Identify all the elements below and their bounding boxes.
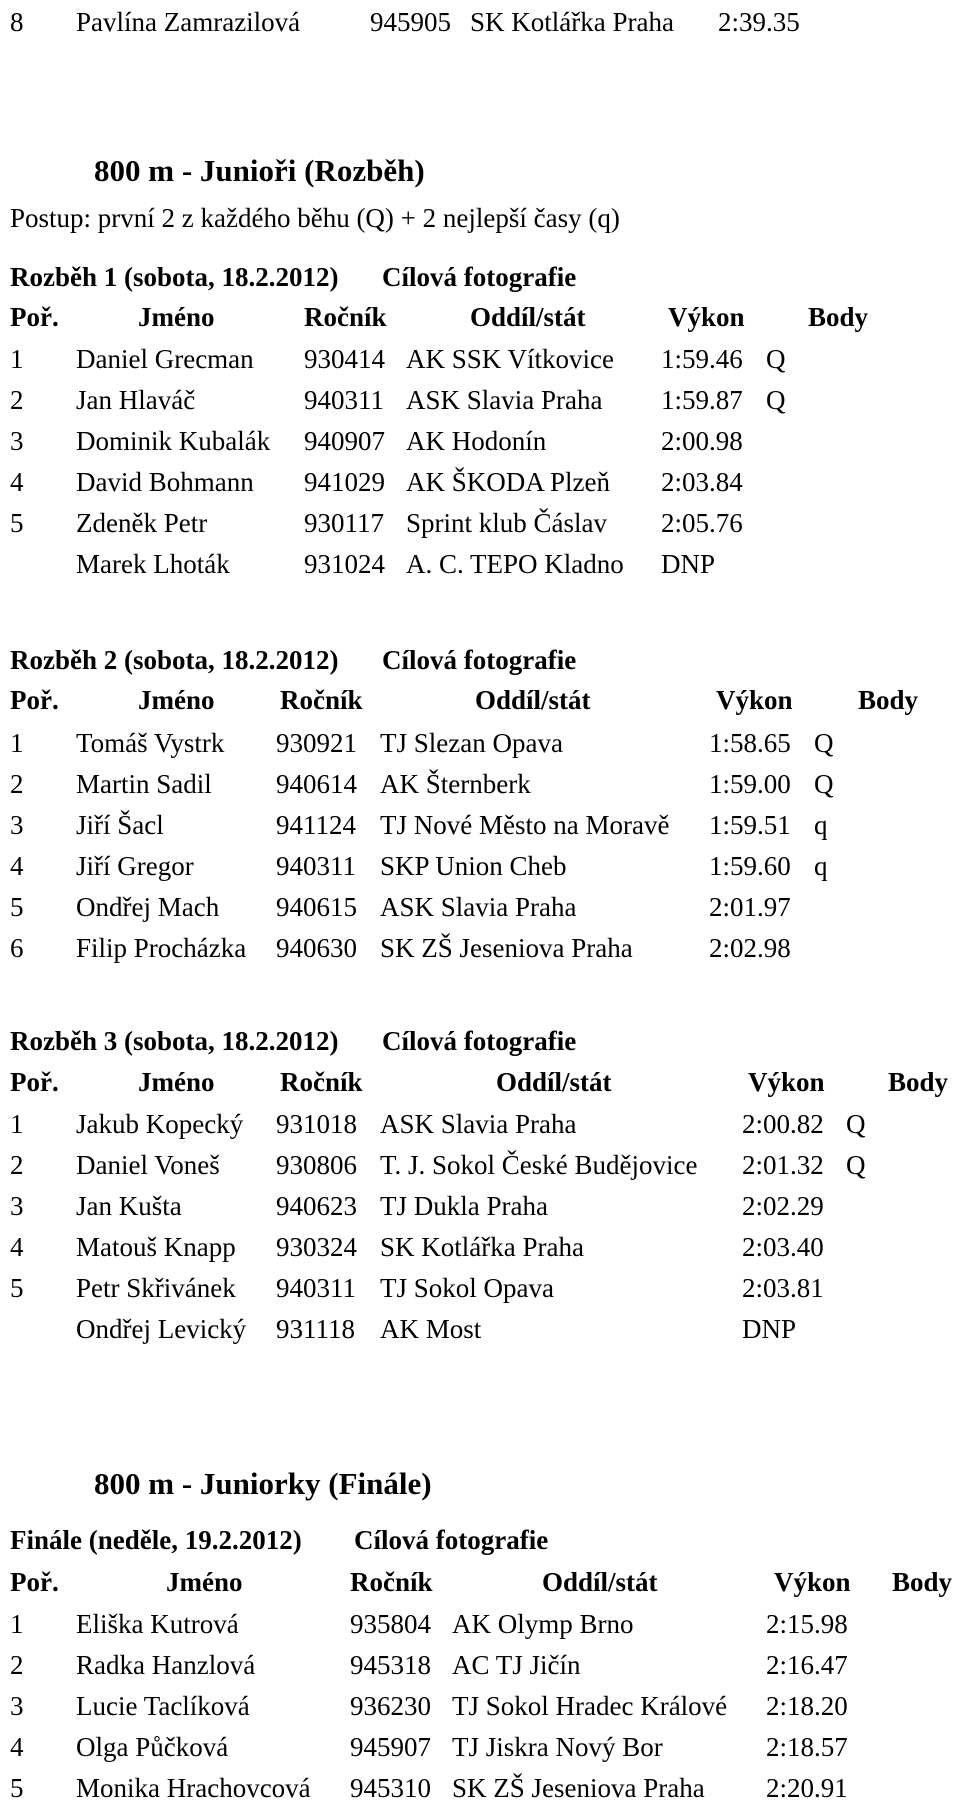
- club-cell: AK Olymp Brno: [452, 1609, 634, 1639]
- club-cell: TJ Sokol Hradec Králové: [452, 1691, 728, 1721]
- section-title: 800 m - Juniorky (Finále): [94, 1466, 432, 1501]
- header-name: Jméno: [166, 1567, 243, 1597]
- year-cell: 945310: [350, 1773, 431, 1803]
- header-time: Výkon: [774, 1567, 851, 1597]
- year-cell: 940311: [276, 851, 356, 881]
- header-club: Oddíl/stát: [470, 302, 586, 332]
- name-cell: Daniel Grecman: [76, 344, 254, 374]
- name-cell: Jiří Šacl: [76, 810, 164, 840]
- position-cell: 4: [10, 1732, 24, 1762]
- time-cell: 2:01.97: [709, 892, 791, 922]
- position-cell: 4: [10, 1232, 24, 1262]
- name-cell: Ondřej Mach: [76, 892, 220, 922]
- header-year: Ročník: [280, 685, 363, 715]
- header-pos: Poř.: [10, 1067, 59, 1097]
- photo-finish-label: Cílová fotografie: [382, 1026, 577, 1056]
- year-cell: 940614: [276, 769, 357, 799]
- qualifier-cell: Q: [814, 769, 834, 799]
- name-cell: Ondřej Levický: [76, 1314, 247, 1344]
- qualifier-cell: Q: [766, 344, 786, 374]
- position-cell: 3: [10, 1691, 24, 1721]
- header-points: Body: [892, 1567, 953, 1597]
- header-points: Body: [808, 302, 869, 332]
- time-cell: 2:01.32: [742, 1150, 824, 1180]
- year-cell: 940615: [276, 892, 357, 922]
- name-cell: Pavlína Zamrazilová: [76, 7, 301, 37]
- time-cell: 2:20.91: [766, 1773, 848, 1803]
- name-cell: Jakub Kopecký: [76, 1109, 244, 1139]
- year-cell: 941124: [276, 810, 356, 840]
- year-cell: 940907: [304, 426, 385, 456]
- time-cell: 2:18.57: [766, 1732, 848, 1762]
- club-cell: AK SSK Vítkovice: [406, 344, 615, 374]
- time-cell: 2:39.35: [718, 7, 800, 37]
- name-cell: Dominik Kubalák: [76, 426, 271, 456]
- qualification-note: Postup: první 2 z každého běhu (Q) + 2 nejlepší časy (q): [10, 203, 620, 233]
- name-cell: Eliška Kutrová: [76, 1609, 239, 1639]
- club-cell: SK ZŠ Jeseniova Praha: [380, 933, 633, 963]
- position-cell: 4: [10, 467, 24, 497]
- heat-title: Rozběh 2 (sobota, 18.2.2012): [10, 645, 339, 675]
- name-cell: Martin Sadil: [76, 769, 212, 799]
- time-cell: 2:00.98: [661, 426, 743, 456]
- name-cell: Jiří Gregor: [76, 851, 194, 881]
- time-cell: 2:02.29: [742, 1191, 824, 1221]
- header-year: Ročník: [304, 302, 387, 332]
- header-time: Výkon: [748, 1067, 825, 1097]
- year-cell: 930117: [304, 508, 384, 538]
- club-cell: AK Most: [380, 1314, 482, 1344]
- club-cell: ASK Slavia Praha: [380, 892, 577, 922]
- year-cell: 945318: [350, 1650, 431, 1680]
- position-cell: 1: [10, 1109, 24, 1139]
- name-cell: Jan Hlaváč: [76, 385, 196, 415]
- header-name: Jméno: [138, 1067, 215, 1097]
- name-cell: Radka Hanzlová: [76, 1650, 256, 1680]
- name-cell: Marek Lhoták: [76, 549, 230, 579]
- year-cell: 936230: [350, 1691, 431, 1721]
- name-cell: Zdeněk Petr: [76, 508, 208, 538]
- header-club: Oddíl/stát: [475, 685, 591, 715]
- time-cell: 2:15.98: [766, 1609, 848, 1639]
- position-cell: 3: [10, 810, 24, 840]
- position-cell: 1: [10, 728, 24, 758]
- position-cell: 2: [10, 1650, 24, 1680]
- position-cell: 1: [10, 1609, 24, 1639]
- year-cell: 931018: [276, 1109, 357, 1139]
- year-cell: 931024: [304, 549, 385, 579]
- time-cell: 2:05.76: [661, 508, 743, 538]
- header-club: Oddíl/stát: [542, 1567, 658, 1597]
- header-year: Ročník: [280, 1067, 363, 1097]
- header-time: Výkon: [716, 685, 793, 715]
- position-cell: 8: [10, 7, 24, 37]
- position-cell: 5: [10, 508, 24, 538]
- position-cell: 5: [10, 1273, 24, 1303]
- time-cell: 1:59.00: [709, 769, 791, 799]
- position-cell: 2: [10, 385, 24, 415]
- year-cell: 945905: [370, 7, 451, 37]
- club-cell: TJ Nové Město na Moravě: [380, 810, 670, 840]
- club-cell: T. J. Sokol České Budějovice: [380, 1150, 698, 1180]
- club-cell: TJ Slezan Opava: [380, 728, 563, 758]
- header-time: Výkon: [668, 302, 745, 332]
- position-cell: 3: [10, 1191, 24, 1221]
- name-cell: Jan Kušta: [76, 1191, 182, 1221]
- qualifier-cell: Q: [766, 385, 786, 415]
- time-cell: 1:59.51: [709, 810, 791, 840]
- time-cell: 2:03.40: [742, 1232, 824, 1262]
- position-cell: 5: [10, 892, 24, 922]
- club-cell: ASK Slavia Praha: [406, 385, 603, 415]
- time-cell: 2:16.47: [766, 1650, 848, 1680]
- year-cell: 931118: [276, 1314, 355, 1344]
- header-club: Oddíl/stát: [496, 1067, 612, 1097]
- year-cell: 935804: [350, 1609, 431, 1639]
- name-cell: Daniel Voneš: [76, 1150, 220, 1180]
- year-cell: 930414: [304, 344, 385, 374]
- heat-title: Rozběh 3 (sobota, 18.2.2012): [10, 1026, 339, 1056]
- club-cell: TJ Dukla Praha: [380, 1191, 548, 1221]
- position-cell: 1: [10, 344, 24, 374]
- header-pos: Poř.: [10, 1567, 59, 1597]
- club-cell: SK Kotlářka Praha: [470, 7, 674, 37]
- name-cell: Tomáš Vystrk: [76, 728, 225, 758]
- position-cell: 6: [10, 933, 24, 963]
- time-cell: 2:00.82: [742, 1109, 824, 1139]
- header-points: Body: [888, 1067, 949, 1097]
- year-cell: 940311: [304, 385, 384, 415]
- header-pos: Poř.: [10, 302, 59, 332]
- time-cell: 2:03.84: [661, 467, 743, 497]
- section-title: 800 m - Junioři (Rozběh): [94, 153, 425, 188]
- qualifier-cell: Q: [814, 728, 834, 758]
- club-cell: AC TJ Jičín: [452, 1650, 581, 1680]
- club-cell: SK ZŠ Jeseniova Praha: [452, 1773, 705, 1803]
- photo-finish-label: Cílová fotografie: [382, 645, 577, 675]
- club-cell: TJ Sokol Opava: [380, 1273, 554, 1303]
- header-points: Body: [858, 685, 919, 715]
- year-cell: 940623: [276, 1191, 357, 1221]
- position-cell: 5: [10, 1773, 24, 1803]
- club-cell: AK Hodonín: [406, 426, 547, 456]
- name-cell: Petr Skřivánek: [76, 1273, 236, 1303]
- header-pos: Poř.: [10, 685, 59, 715]
- qualifier-cell: Q: [846, 1150, 866, 1180]
- year-cell: 930324: [276, 1232, 357, 1262]
- photo-finish-label: Cílová fotografie: [382, 262, 577, 292]
- club-cell: SKP Union Cheb: [380, 851, 567, 881]
- position-cell: 4: [10, 851, 24, 881]
- time-cell: 2:18.20: [766, 1691, 848, 1721]
- time-cell: 1:59.87: [661, 385, 743, 415]
- position-cell: 3: [10, 426, 24, 456]
- club-cell: TJ Jiskra Nový Bor: [452, 1732, 663, 1762]
- time-cell: 2:02.98: [709, 933, 791, 963]
- time-cell: 1:59.46: [661, 344, 743, 374]
- year-cell: 940311: [276, 1273, 356, 1303]
- name-cell: Filip Procházka: [76, 933, 247, 963]
- qualifier-cell: q: [814, 810, 828, 840]
- year-cell: 940630: [276, 933, 357, 963]
- photo-finish-label: Cílová fotografie: [354, 1525, 549, 1555]
- name-cell: David Bohmann: [76, 467, 254, 497]
- club-cell: SK Kotlářka Praha: [380, 1232, 584, 1262]
- header-name: Jméno: [138, 685, 215, 715]
- year-cell: 930921: [276, 728, 357, 758]
- year-cell: 930806: [276, 1150, 357, 1180]
- heat-title: Finále (neděle, 19.2.2012): [10, 1525, 302, 1555]
- club-cell: A. C. TEPO Kladno: [406, 549, 624, 579]
- time-cell: DNP: [661, 549, 716, 579]
- club-cell: Sprint klub Čáslav: [406, 508, 607, 538]
- club-cell: AK Šternberk: [380, 769, 531, 799]
- position-cell: 2: [10, 769, 24, 799]
- name-cell: Matouš Knapp: [76, 1232, 236, 1262]
- header-name: Jméno: [138, 302, 215, 332]
- time-cell: DNP: [742, 1314, 797, 1344]
- time-cell: 1:58.65: [709, 728, 791, 758]
- name-cell: Olga Půčková: [76, 1732, 229, 1762]
- time-cell: 2:03.81: [742, 1273, 824, 1303]
- club-cell: ASK Slavia Praha: [380, 1109, 577, 1139]
- name-cell: Lucie Taclíková: [76, 1691, 250, 1721]
- time-cell: 1:59.60: [709, 851, 791, 881]
- header-year: Ročník: [350, 1567, 433, 1597]
- year-cell: 945907: [350, 1732, 431, 1762]
- qualifier-cell: q: [814, 851, 828, 881]
- year-cell: 941029: [304, 467, 385, 497]
- club-cell: AK ŠKODA Plzeň: [406, 467, 611, 497]
- heat-title: Rozběh 1 (sobota, 18.2.2012): [10, 262, 339, 292]
- qualifier-cell: Q: [846, 1109, 866, 1139]
- position-cell: 2: [10, 1150, 24, 1180]
- name-cell: Monika Hrachovcová: [76, 1773, 311, 1803]
